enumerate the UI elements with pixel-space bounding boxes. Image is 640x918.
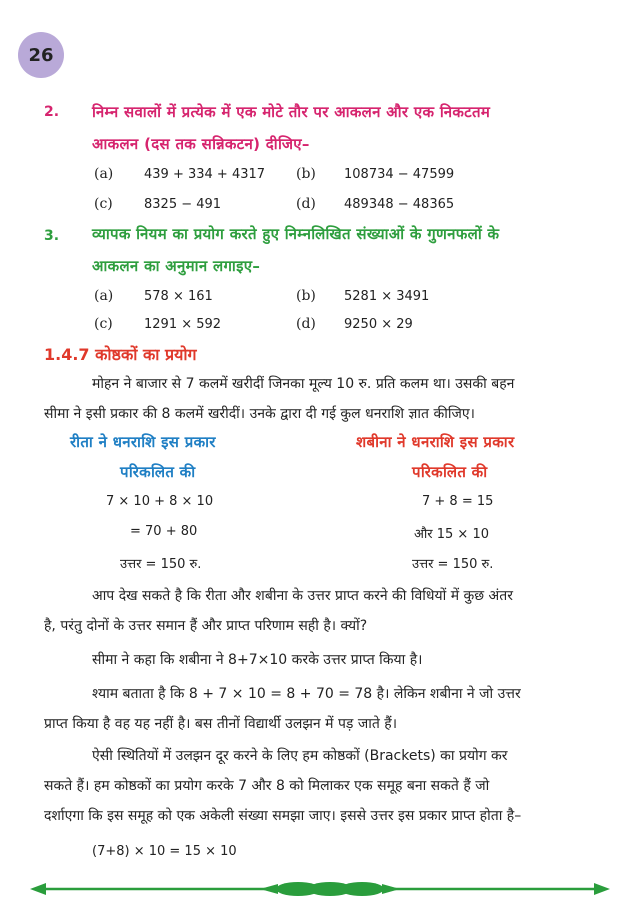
q3-option-a-expr: 578 × 161	[144, 289, 213, 304]
bottom-divider	[30, 874, 610, 904]
q2-option-a-expr: 439 + 334 + 4317	[144, 167, 266, 182]
divider-ornament	[340, 882, 384, 896]
rita-step2: = 70 + 80	[130, 524, 198, 539]
left-arrowhead-icon	[30, 883, 46, 895]
para4-line2: सकते हैं। हम कोष्ठकों का प्रयोग करके 7 और 8 को मिलाकर एक समूह बना सकते हैं जो	[44, 778, 490, 794]
q2-option-d-expr: 489348 − 48365	[344, 197, 455, 212]
q2-option-b-label: (b)	[296, 166, 316, 182]
q3-option-b-expr: 5281 × 3491	[344, 289, 430, 304]
q2-option-a-label: (a)	[94, 166, 114, 182]
q2-option-c-label: (c)	[94, 196, 113, 212]
q3-option-c-label: (c)	[94, 316, 113, 332]
q2-option-b-expr: 108734 − 47599	[344, 167, 455, 182]
para3-line2: प्राप्त किया है वह यह नहीं है। बस तीनों विद्यार्थी उलझन में पड़ जाते हैं।	[44, 716, 398, 732]
question-3-line2: आकलन का अनुमान लगाइए–	[92, 257, 261, 275]
para4-line1: ऐसी स्थितियों में उलझन दूर करने के लिए हम कोष्ठकों (Brackets) का प्रयोग कर	[92, 748, 508, 764]
q3-option-b-label: (b)	[296, 288, 316, 304]
question-2-line2: आकलन (दस तक सन्निकटन) दीजिए–	[92, 135, 310, 153]
shabina-step3: उत्तर = 150 रु.	[412, 557, 494, 572]
shabina-step1: 7 + 8 = 15	[422, 494, 494, 509]
intro-line2: सीमा ने इसी प्रकार की 8 कलमें खरीदीं। उनके द्वारा दी गई कुल धनराशि ज्ञात कीजिए।	[44, 406, 475, 422]
shabina-step2: और 15 × 10	[414, 527, 489, 542]
question-2-number: 2.	[44, 104, 60, 120]
para1-line2: है, परंतु दोनों के उत्तर समान हैं और प्राप्त परिणाम सही है। क्यों?	[44, 618, 368, 634]
q2-option-c-expr: 8325 − 491	[144, 197, 222, 212]
rita-step1: 7 × 10 + 8 × 10	[106, 494, 214, 509]
shabina-heading-line1: शबीना ने धनराशि इस प्रकार	[356, 433, 515, 451]
q3-option-d-label: (d)	[296, 316, 316, 332]
q3-option-c-expr: 1291 × 592	[144, 317, 222, 332]
question-2-line1: निम्न सवालों में प्रत्येक में एक मोटे तौर पर आकलन और एक निकटतम	[92, 103, 491, 121]
q3-option-d-expr: 9250 × 29	[344, 317, 413, 332]
intro-line1: मोहन ने बाजार से 7 कलमें खरीदीं जिनका मूल्य 10 रु. प्रति कलम था। उसकी बहन	[92, 376, 515, 392]
shabina-heading-line2: परिकलित की	[412, 463, 488, 481]
question-3-line1: व्यापक नियम का प्रयोग करते हुए निम्नलिखित संख्याओं के गुणनफलों के	[92, 225, 500, 243]
right-arrowhead-icon	[594, 883, 610, 895]
section-title: 1.4.7 कोष्ठकों का प्रयोग	[44, 345, 197, 364]
para1-line1: आप देख सकते है कि रीता और शबीना के उत्तर प्राप्त करने की विधियों में कुछ अंतर	[92, 588, 513, 604]
rita-heading-line2: परिकलित की	[120, 463, 196, 481]
rita-heading-line1: रीता ने धनराशि इस प्रकार	[70, 433, 216, 451]
rita-step3: उत्तर = 150 रु.	[120, 557, 202, 572]
q2-option-d-label: (d)	[296, 196, 316, 212]
final-expression: (7+8) × 10 = 15 × 10	[92, 844, 237, 859]
question-3-number: 3.	[44, 228, 60, 244]
para4-line3: दर्शाएगा कि इस समूह को एक अकेली संख्या समझा जाए। इससे उत्तर इस प्रकार प्राप्त होता है–	[44, 808, 522, 824]
para3-line1: श्याम बताता है कि 8 + 7 × 10 = 8 + 70 = 78 है। लेकिन शबीना ने जो उत्तर	[92, 686, 521, 702]
para2-line: सीमा ने कहा कि शबीना ने 8+7×10 करके उत्तर प्राप्त किया है।	[92, 652, 423, 668]
q3-option-a-label: (a)	[94, 288, 114, 304]
page-number-badge: 26	[18, 32, 64, 78]
